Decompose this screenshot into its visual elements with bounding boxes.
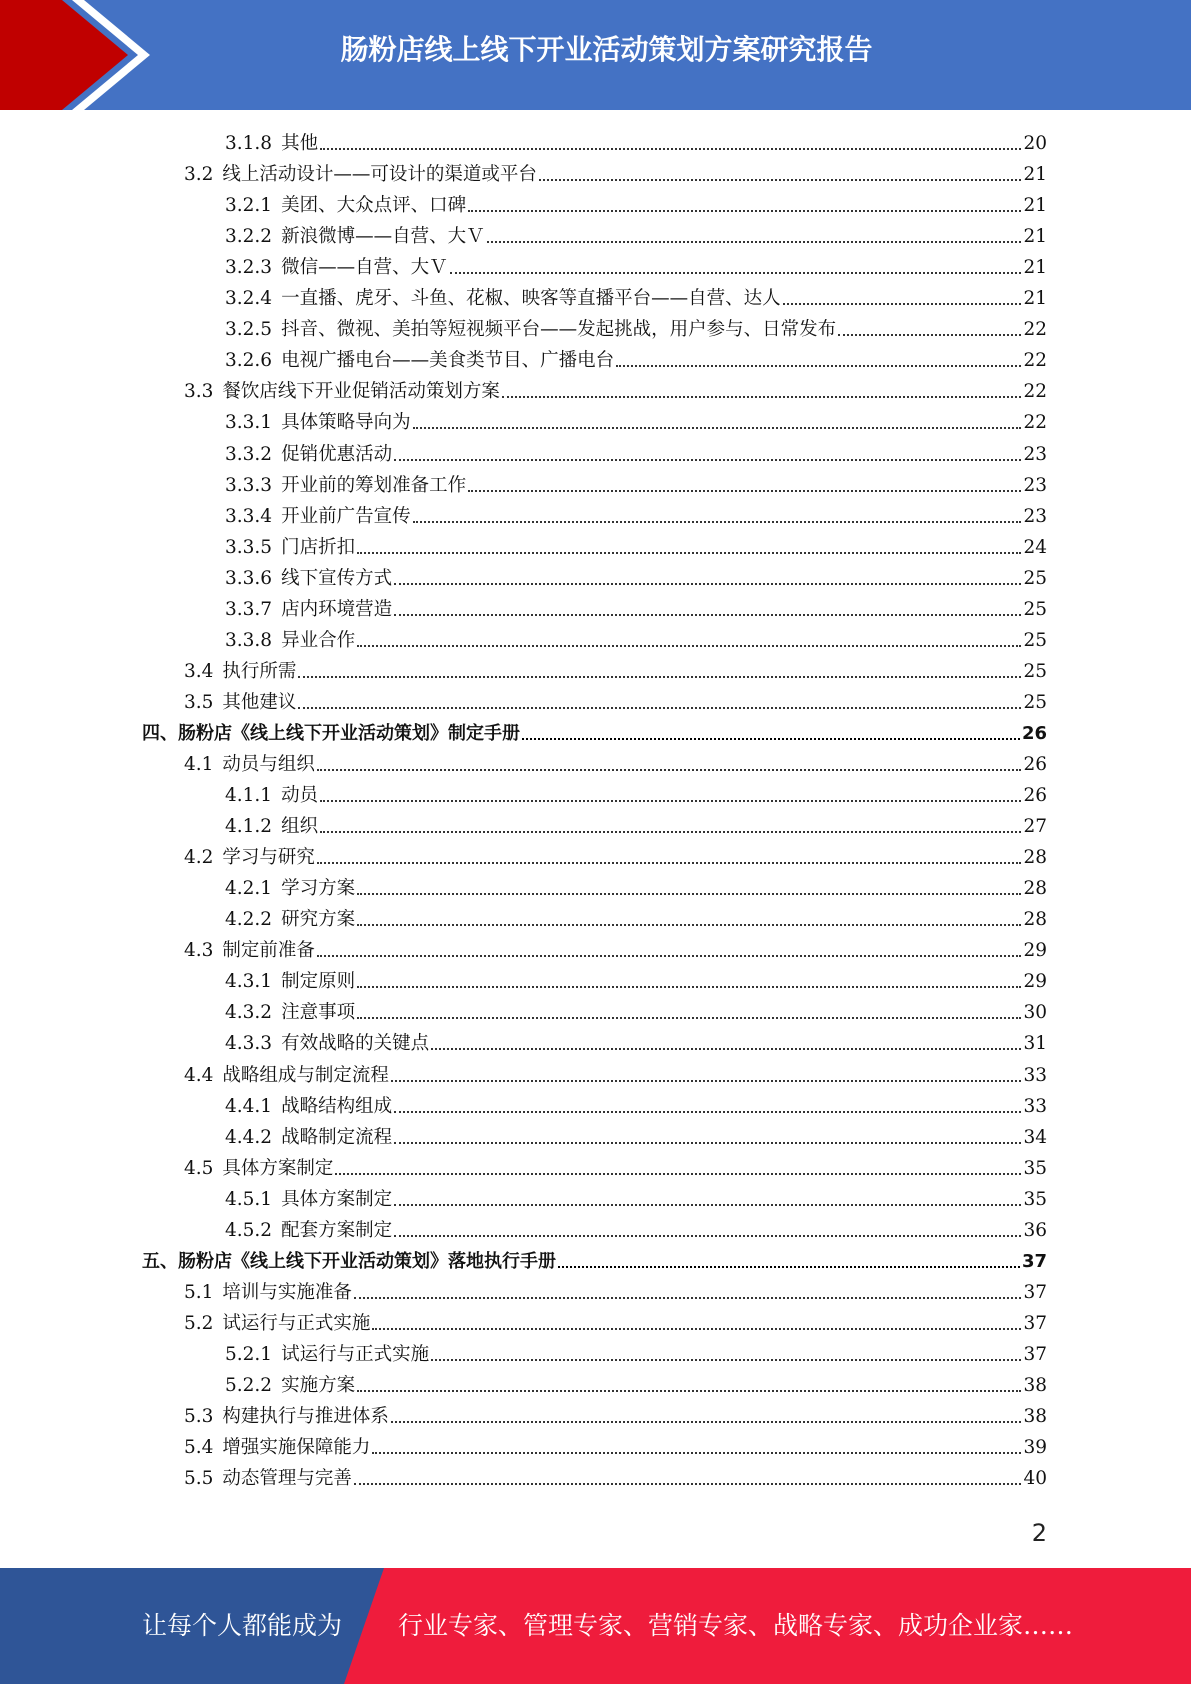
toc-entry[interactable] (225, 407, 1047, 438)
toc-entry-number: 3.3.3 (225, 474, 273, 496)
toc-entry[interactable] (225, 439, 1047, 470)
toc-entry-number: 4.3.1 (225, 971, 273, 993)
toc-entry-page: 23 (1023, 443, 1047, 465)
toc-dot-leader (539, 178, 1022, 181)
toc-entry-number: 4.2.2 (225, 909, 273, 931)
toc-entry-page: 25 (1023, 567, 1047, 589)
toc-entry-page: 37 (1021, 1250, 1047, 1272)
toc-entry-page: 33 (1023, 1064, 1047, 1086)
toc-dot-leader (468, 489, 1021, 492)
toc-entry-page: 37 (1023, 1281, 1047, 1303)
toc-entry-title: 配套方案制定 (281, 1219, 393, 1241)
toc-dot-leader (394, 1203, 1021, 1206)
toc-entry[interactable] (225, 873, 1047, 904)
toc-dot-leader (357, 1016, 1021, 1019)
toc-entry-title: 餐饮店线下开业促销活动策划方案 (222, 381, 500, 403)
toc-entry-number: 3.5 (184, 691, 214, 713)
toc-entry-title: 美团、大众点评、口碑 (281, 195, 467, 217)
toc-entry-title: 制定原则 (281, 971, 356, 993)
toc-entry-page: 37 (1023, 1343, 1047, 1365)
toc-entry[interactable] (225, 1028, 1047, 1059)
toc-entry[interactable] (184, 376, 1047, 407)
toc-dot-leader (317, 768, 1022, 771)
toc-entry-title: 制定前准备 (222, 940, 315, 962)
toc-entry[interactable] (184, 159, 1047, 190)
toc-entry-title: 组织 (281, 816, 319, 838)
toc-entry-number: 4.5.2 (225, 1219, 273, 1241)
toc-entry-number: 3.3 (184, 381, 214, 403)
toc-entry[interactable] (225, 1122, 1047, 1153)
toc-entry-page: 23 (1023, 505, 1047, 527)
toc-entry[interactable] (225, 190, 1047, 221)
toc-entry-title: 肠粉店《线上线下开业活动策划》落地执行手册 (178, 1250, 556, 1272)
toc-dot-leader (357, 985, 1021, 988)
toc-dot-leader (394, 1141, 1021, 1144)
toc-entry-page: 38 (1023, 1406, 1047, 1428)
toc-entry-title: 门店折扣 (281, 536, 356, 558)
toc-entry[interactable] (225, 904, 1047, 935)
toc-entry[interactable] (184, 1060, 1047, 1091)
toc-entry-page: 27 (1023, 816, 1047, 838)
toc-entry-title: 执行所需 (222, 660, 297, 682)
toc-entry-title: 战略组成与制定流程 (222, 1064, 389, 1086)
toc-entry-title: 线下宣传方式 (281, 567, 393, 589)
toc-entry-title: 肠粉店《线上线下开业活动策划》制定手册 (178, 722, 520, 744)
toc-entry-page: 31 (1023, 1033, 1047, 1055)
toc-entry-page: 35 (1023, 1188, 1047, 1210)
toc-entry[interactable] (225, 1184, 1047, 1215)
toc-entry-number: 4.3.2 (225, 1002, 273, 1024)
toc-entry-page: 28 (1023, 847, 1047, 869)
toc-entry[interactable] (225, 345, 1047, 376)
toc-dot-leader (317, 861, 1022, 864)
toc-dot-leader (372, 1451, 1021, 1454)
toc-entry-number: 5.1 (184, 1281, 214, 1303)
toc-entry-title: 促销优惠活动 (281, 443, 393, 465)
toc-dot-leader (394, 1234, 1021, 1237)
toc-entry-title: 具体方案制定 (281, 1188, 393, 1210)
toc-entry-page: 36 (1023, 1219, 1047, 1241)
toc-entry-title: 试运行与正式实施 (222, 1312, 371, 1334)
toc-dot-leader (522, 737, 1020, 740)
toc-entry-page: 25 (1023, 598, 1047, 620)
toc-entry-title: 注意事项 (281, 1002, 356, 1024)
toc-entry-number: 五、 (142, 1250, 178, 1272)
document-title: 肠粉店线上线下开业活动策划方案研究报告 (340, 33, 873, 66)
toc-entry-number: 4.4 (184, 1064, 214, 1086)
toc-dot-leader (320, 799, 1021, 802)
toc-entry-title: 实施方案 (281, 1375, 356, 1396)
toc-entry-page: 23 (1023, 474, 1047, 496)
toc-entry[interactable] (225, 1091, 1047, 1122)
toc-entry-title: 异业合作 (281, 629, 356, 651)
page-header (0, 0, 1191, 110)
toc-entry-number: 4.2 (184, 847, 214, 869)
toc-entry[interactable] (225, 997, 1047, 1028)
toc-dot-leader (838, 333, 1021, 336)
toc-entry-number: 3.3.1 (225, 412, 273, 434)
toc-entry[interactable] (225, 966, 1047, 997)
toc-dot-leader (372, 1327, 1021, 1330)
toc-dot-leader (487, 240, 1022, 243)
toc-entry-page: 26 (1023, 785, 1047, 807)
page-number: 2 (1031, 1519, 1047, 1547)
toc-entry-title: 构建执行与推进体系 (222, 1406, 389, 1428)
toc-entry-page: 21 (1023, 195, 1047, 217)
toc-entry-title: 动态管理与完善 (222, 1468, 352, 1490)
toc-entry-title: 试运行与正式实施 (281, 1343, 430, 1365)
toc-dot-leader (431, 1047, 1021, 1050)
toc-entry[interactable] (225, 283, 1047, 314)
toc-entry-page: 22 (1023, 381, 1047, 403)
toc-entry-number: 3.2.6 (225, 350, 273, 372)
toc-dot-leader (394, 582, 1021, 585)
toc-entry-title: 研究方案 (281, 909, 356, 931)
toc-dot-leader (357, 892, 1021, 895)
toc-entry[interactable] (184, 1463, 1047, 1494)
toc-entry[interactable] (184, 1153, 1047, 1184)
toc-entry-number: 5.4 (184, 1437, 214, 1459)
toc-entry-number: 5.5 (184, 1468, 214, 1490)
toc-entry-title: 其他建议 (222, 691, 297, 713)
toc-entry-page: 21 (1023, 226, 1047, 248)
toc-entry-title: 开业前的筹划准备工作 (281, 474, 467, 496)
toc-entry-title: 具体方案制定 (222, 1157, 334, 1179)
toc-entry-number: 3.3.4 (225, 505, 273, 527)
toc-entry-title: 开业前广告宣传 (281, 505, 411, 527)
toc-dot-leader (357, 551, 1021, 554)
toc-entry-number: 3.1.8 (225, 133, 273, 154)
toc-dot-leader (413, 520, 1022, 523)
toc-entry-page: 21 (1023, 257, 1047, 279)
toc-dot-leader (413, 426, 1022, 429)
toc-entry[interactable] (184, 687, 1047, 718)
toc-entry-title: 微信——自营、大Ｖ (281, 257, 448, 279)
toc-dot-leader (391, 1079, 1022, 1082)
toc-entry[interactable] (225, 1370, 1047, 1401)
toc-entry-page: 33 (1023, 1095, 1047, 1117)
toc-dot-leader (394, 1110, 1021, 1113)
toc-entry-number: 5.2 (184, 1312, 214, 1334)
toc-dot-leader (394, 458, 1021, 461)
toc-entry-number: 3.3.6 (225, 567, 273, 589)
toc-entry[interactable] (225, 780, 1047, 811)
toc-entry[interactable] (184, 1308, 1047, 1339)
toc-entry[interactable] (225, 221, 1047, 252)
toc-dot-leader (320, 147, 1021, 150)
toc-entry-page: 30 (1023, 1002, 1047, 1024)
toc-entry-page: 25 (1023, 629, 1047, 651)
toc-entry-page: 20 (1023, 133, 1047, 154)
toc-entry-page: 21 (1023, 164, 1047, 186)
toc-entry[interactable] (184, 656, 1047, 687)
toc-entry-number: 4.4.1 (225, 1095, 273, 1117)
toc-entry-title: 一直播、虎牙、斗鱼、花椒、映客等直播平台——自营、达人 (281, 288, 781, 310)
toc-entry-page: 26 (1021, 722, 1047, 744)
toc-entry-number: 3.2.4 (225, 288, 273, 310)
toc-entry-number: 3.3.5 (225, 536, 273, 558)
toc-entry[interactable] (225, 563, 1047, 594)
toc-entry-page: 29 (1023, 971, 1047, 993)
toc-entry-title: 电视广播电台——美食类节目、广播电台 (281, 350, 615, 372)
toc-entry-number: 4.2.1 (225, 878, 273, 900)
toc-entry-title: 学习与研究 (222, 847, 315, 869)
toc-entry[interactable] (184, 749, 1047, 780)
toc-dot-leader (616, 364, 1021, 367)
toc-entry-page: 35 (1023, 1157, 1047, 1179)
toc-entry-number: 4.1.1 (225, 785, 273, 807)
toc-entry[interactable] (184, 842, 1047, 873)
toc-dot-leader (431, 1358, 1021, 1361)
toc-entry-title: 抖音、微视、美拍等短视频平台——发起挑战，用户参与、日常发布 (281, 319, 837, 341)
toc-entry[interactable] (225, 594, 1047, 625)
toc-entry-page: 25 (1023, 691, 1047, 713)
toc-entry-page: 24 (1023, 536, 1047, 558)
toc-entry-page: 22 (1023, 412, 1047, 434)
toc-entry[interactable] (225, 470, 1047, 501)
toc-entry[interactable] (225, 1215, 1047, 1246)
toc-entry[interactable] (225, 252, 1047, 283)
toc-entry[interactable] (225, 811, 1047, 842)
toc-entry-page: 25 (1023, 660, 1047, 682)
toc-entry-page: 22 (1023, 350, 1047, 372)
toc-entry-page: 29 (1023, 940, 1047, 962)
toc-entry-number: 4.1 (184, 754, 214, 775)
toc-dot-leader (320, 830, 1021, 833)
toc-entry[interactable] (184, 1277, 1047, 1308)
toc-entry-number: 4.5 (184, 1157, 214, 1179)
toc-entry-title: 学习方案 (281, 878, 356, 900)
footer-slogan-right: 行业专家、管理专家、营销专家、战略专家、成功企业家…… (398, 1611, 1074, 1640)
toc-dot-leader (391, 1420, 1022, 1423)
toc-entry-number: 3.4 (184, 660, 214, 682)
toc-entry-page: 40 (1023, 1468, 1047, 1490)
toc-entry-number: 3.2.3 (225, 257, 273, 279)
toc-entry[interactable] (142, 1246, 1047, 1277)
toc-entry-number: 四、 (142, 722, 178, 744)
toc-entry-number: 3.3.8 (225, 629, 273, 651)
toc-entry-title: 线上活动设计——可设计的渠道或平台 (222, 164, 537, 186)
toc-entry-title: 动员与组织 (222, 754, 315, 775)
toc-entry-page: 28 (1023, 878, 1047, 900)
toc-dot-leader (783, 302, 1022, 305)
toc-entry-number: 5.2.2 (225, 1375, 273, 1396)
toc-entry-number: 3.2 (184, 164, 214, 186)
toc-entry[interactable] (225, 625, 1047, 656)
toc-entry-title: 战略制定流程 (281, 1126, 393, 1148)
footer-slogan-left: 让每个人都能成为 (142, 1611, 343, 1640)
toc-entry[interactable] (184, 1401, 1047, 1432)
toc-entry[interactable] (225, 128, 1047, 159)
toc-entry[interactable] (225, 1339, 1047, 1370)
toc-dot-leader (502, 395, 1022, 398)
toc-entry-number: 4.5.1 (225, 1188, 273, 1210)
toc-dot-leader (468, 209, 1021, 212)
toc-entry-page: 28 (1023, 909, 1047, 931)
toc-entry-number: 3.2.1 (225, 195, 273, 217)
toc-entry-number: 3.2.5 (225, 319, 273, 341)
toc-dot-leader (450, 271, 1022, 274)
toc-dot-leader (357, 644, 1021, 647)
toc-entry-title: 具体策略导向为 (281, 412, 411, 434)
toc-entry[interactable] (184, 935, 1047, 966)
toc-entry-number: 4.3.3 (225, 1033, 273, 1055)
toc-entry-page: 22 (1023, 319, 1047, 341)
toc-entry-page: 38 (1023, 1375, 1047, 1396)
toc-entry-page: 37 (1023, 1312, 1047, 1334)
toc-entry-title: 战略结构组成 (281, 1095, 393, 1117)
toc-entry-page: 39 (1023, 1437, 1047, 1459)
toc-entry-number: 3.3.7 (225, 598, 273, 620)
toc-entry-number: 4.4.2 (225, 1126, 273, 1148)
toc-entry[interactable] (142, 718, 1047, 749)
toc-dot-leader (298, 706, 1021, 709)
toc-entry-title: 增强实施保障能力 (222, 1437, 371, 1459)
toc-dot-leader (317, 954, 1022, 957)
toc-entry[interactable] (225, 501, 1047, 532)
toc-dot-leader (298, 675, 1021, 678)
toc-entry-page: 21 (1023, 288, 1047, 310)
toc-entry-number: 4.3 (184, 940, 214, 962)
toc-entry-title: 新浪微博——自营、大Ｖ (281, 226, 485, 248)
toc-entry-page: 34 (1023, 1126, 1047, 1148)
toc-entry[interactable] (225, 532, 1047, 563)
toc-dot-leader (354, 1296, 1022, 1299)
toc-entry-number: 5.3 (184, 1406, 214, 1428)
toc-dot-leader (394, 613, 1021, 616)
toc-entry-title: 店内环境营造 (281, 598, 393, 620)
toc-entry-number: 5.2.1 (225, 1343, 273, 1365)
toc-entry-title: 其他 (281, 133, 319, 154)
page-footer (0, 1568, 1191, 1684)
toc-dot-leader (335, 1172, 1021, 1175)
toc-entry[interactable] (225, 314, 1047, 345)
toc-entry-page: 26 (1023, 754, 1047, 775)
toc-dot-leader (354, 1482, 1022, 1485)
toc-dot-leader (357, 1389, 1021, 1392)
toc-dot-leader (558, 1265, 1020, 1268)
toc-entry-title: 动员 (281, 785, 319, 807)
toc-entry-number: 3.2.2 (225, 226, 273, 248)
toc-entry-number: 3.3.2 (225, 443, 273, 465)
toc-entry[interactable] (184, 1432, 1047, 1463)
toc-entry-title: 培训与实施准备 (222, 1281, 352, 1303)
toc-entry-number: 4.1.2 (225, 816, 273, 838)
toc-entry-title: 有效战略的关键点 (281, 1033, 430, 1055)
toc-dot-leader (357, 923, 1021, 926)
